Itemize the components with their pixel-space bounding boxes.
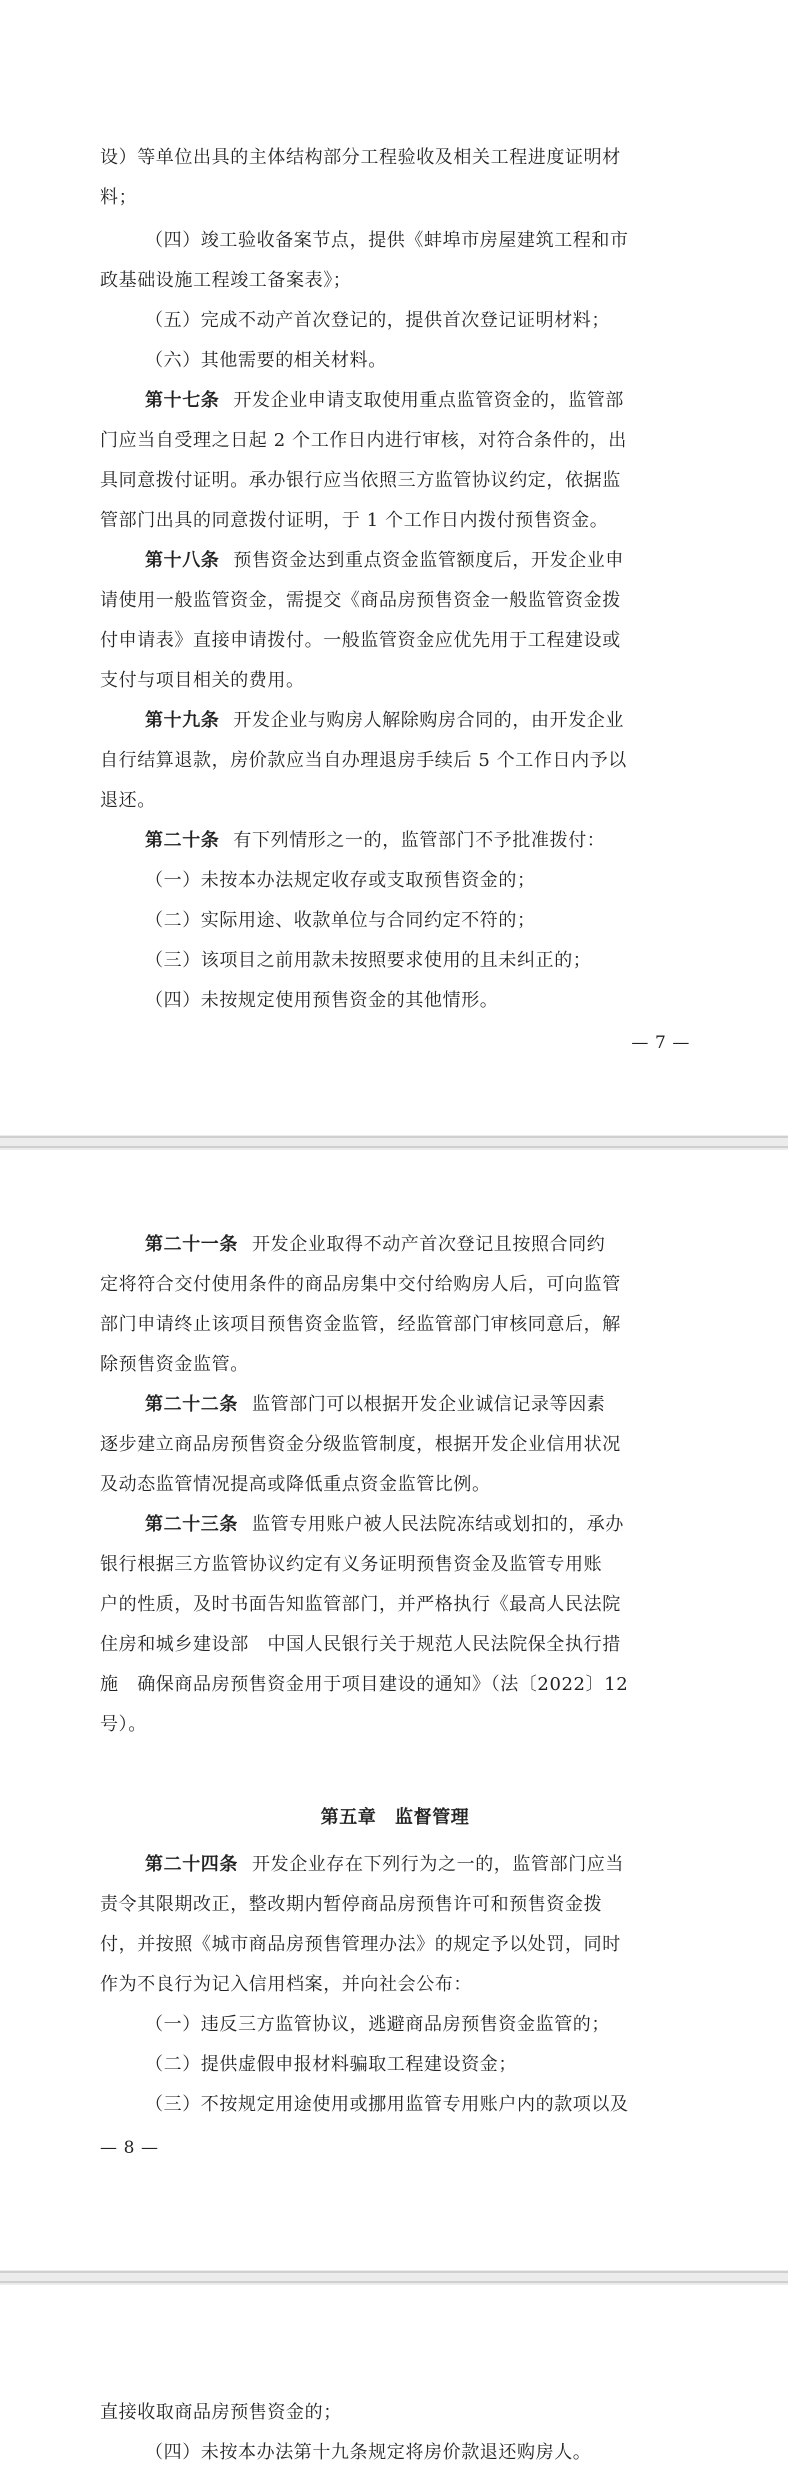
article-label: 第十八条 [145, 550, 220, 571]
page-separator [0, 2281, 788, 2283]
text-line: （六）其他需要的相关材料。 [145, 350, 387, 371]
text-line: 部门申请终止该项目预售资金监管，经监管部门审核同意后，解 [100, 1314, 621, 1335]
list-item: （三）不按规定用途使用或挪用监管专用账户内的款项以及 [145, 2094, 629, 2115]
article-24: 第二十四条 开发企业存在下列行为之一的，监管部门应当 [145, 1854, 624, 1875]
text-line: 住房和城乡建设部 中国人民银行关于规范人民法院保全执行措 [100, 1634, 621, 1655]
text-line: 料； [100, 187, 138, 208]
text-line: 政基础设施工程竣工备案表》； [100, 270, 352, 291]
text-line: 除预售资金监管。 [100, 1354, 249, 1375]
page-separator [0, 1136, 788, 1138]
text-line: 银行根据三方监管协议约定有义务证明预售资金及监管专用账 [100, 1554, 603, 1575]
text-line: 自行结算退款，房价款应当自办理退房手续后 5 个工作日内予以 [100, 750, 627, 771]
text-line: 支付与项目相关的费用。 [100, 670, 305, 691]
page-separator [0, 1146, 788, 1148]
page-number: — 7 — [631, 1033, 690, 1053]
chapter-heading: 第五章 监督管理 [320, 1807, 470, 1828]
text-line: 责令其限期改正，整改期内暂停商品房预售许可和预售资金拨 [100, 1894, 603, 1915]
list-item: （一）违反三方监管协议，逃避商品房预售资金监管的； [145, 2014, 610, 2035]
text-line: 退还。 [100, 790, 156, 811]
text-line: 及动态监管情况提高或降低重点资金监管比例。 [100, 1474, 491, 1495]
text-line: 管部门出具的同意拨付证明，于 1 个工作日内拨付预售资金。 [100, 510, 609, 531]
list-item: （四）未按规定使用预售资金的其他情形。 [145, 990, 499, 1011]
list-item: （一）未按本办法规定收存或支取预售资金的； [145, 870, 536, 891]
text-line: 设）等单位出具的主体结构部分工程验收及相关工程进度证明材 [100, 147, 621, 168]
text-line: 定将符合交付使用条件的商品房集中交付给购房人后，可向监管 [100, 1274, 621, 1295]
document-page-8 [0, 1150, 788, 2270]
article-label: 第二十三条 [145, 1514, 238, 1535]
article-19: 第十九条 开发企业与购房人解除购房合同的，由开发企业 [145, 710, 625, 731]
text-line: 号）。 [100, 1714, 147, 1735]
article-label: 第二十二条 [145, 1394, 238, 1415]
text-line: （四）未按本办法第十九条规定将房价款退还购房人。 [145, 2442, 592, 2463]
list-item: （二）提供虚假申报材料骗取工程建设资金； [145, 2054, 517, 2075]
list-item: （三）该项目之前用款未按照要求使用的且未纠正的； [145, 950, 592, 971]
article-20: 第二十条 有下列情形之一的，监管部门不予批准拨付： [145, 830, 606, 851]
text-line: 作为不良行为记入信用档案，并向社会公布： [100, 1974, 472, 1995]
text-line: 门应当自受理之日起 2 个工作日内进行审核，对符合条件的，出 [100, 430, 627, 451]
text-line: 施 确保商品房预售资金用于项目建设的通知》（法〔2022〕12 [100, 1674, 629, 1695]
text-line: 付申请表》直接申请拨付。一般监管资金应优先用于工程建设或 [100, 630, 621, 651]
article-22: 第二十二条 监管部门可以根据开发企业诚信记录等因素 [145, 1394, 606, 1415]
text-line: 付，并按照《城市商品房预售管理办法》的规定予以处罚，同时 [100, 1934, 621, 1955]
text-line: 户的性质，及时书面告知监管部门，并严格执行《最高人民法院 [100, 1594, 621, 1615]
text-line: 直接收取商品房预售资金的； [100, 2402, 342, 2423]
document-page-7 [0, 0, 788, 1135]
text-line: 逐步建立商品房预售资金分级监管制度，根据开发企业信用状况 [100, 1434, 621, 1455]
document-page-9 [0, 2285, 788, 2476]
article-18: 第十八条 预售资金达到重点资金监管额度后，开发企业申 [145, 550, 625, 571]
article-label: 第二十一条 [145, 1234, 238, 1255]
article-23: 第二十三条 监管专用账户被人民法院冻结或划扣的，承办 [145, 1514, 624, 1535]
article-label: 第十七条 [145, 390, 220, 411]
article-label: 第二十四条 [145, 1854, 238, 1875]
text-line: （四）竣工验收备案节点，提供《蚌埠市房屋建筑工程和市 [145, 230, 629, 251]
page-separator [0, 2271, 788, 2273]
article-21: 第二十一条 开发企业取得不动产首次登记且按照合同约 [145, 1234, 606, 1255]
text-line: 请使用一般监管资金，需提交《商品房预售资金一般监管资金拨 [100, 590, 621, 611]
page-number: — 8 — [100, 2138, 159, 2158]
text-line: 具同意拨付证明。承办银行应当依照三方监管协议约定，依据监 [100, 470, 621, 491]
text-line: （五）完成不动产首次登记的，提供首次登记证明材料； [145, 310, 610, 331]
article-17: 第十七条 开发企业申请支取使用重点监管资金的，监管部 [145, 390, 625, 411]
article-label: 第二十条 [145, 830, 220, 851]
list-item: （二）实际用途、收款单位与合同约定不符的； [145, 910, 536, 931]
article-label: 第十九条 [145, 710, 220, 731]
